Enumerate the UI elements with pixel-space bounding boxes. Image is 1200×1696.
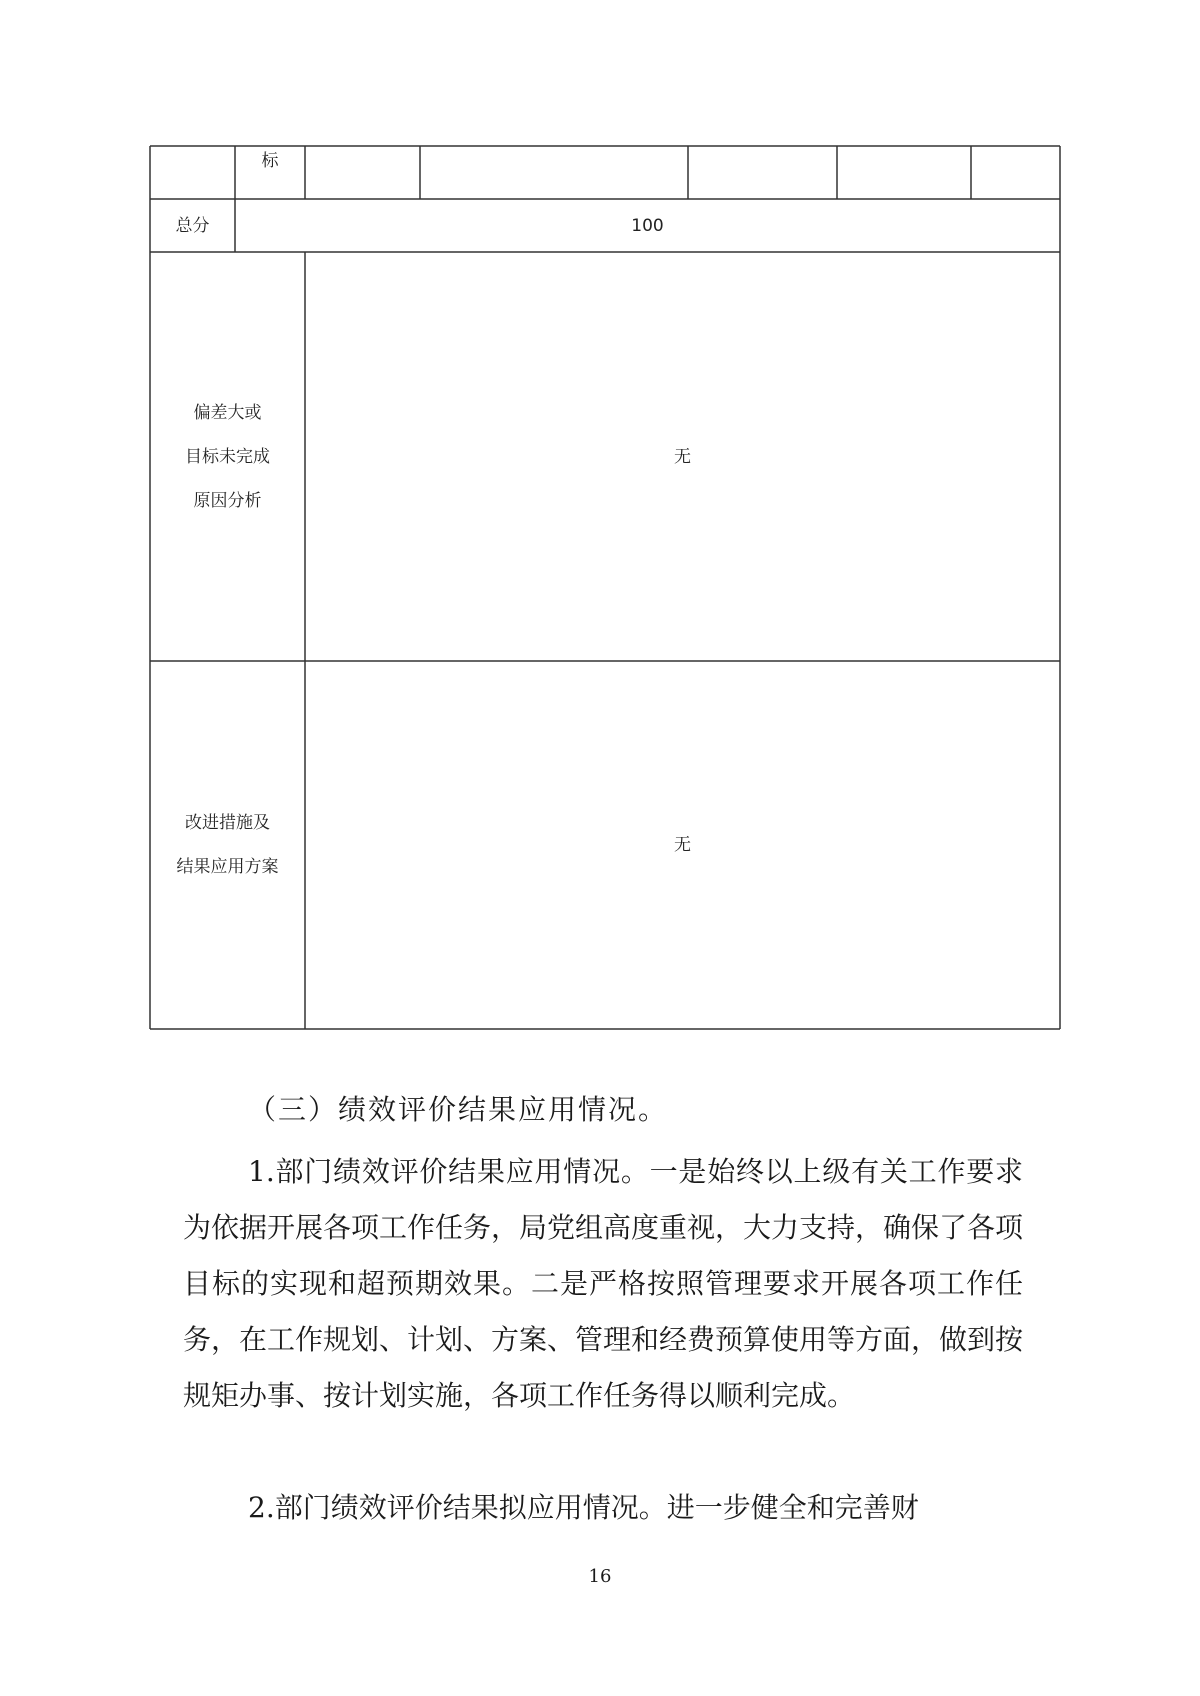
paragraph-1: 1.部门绩效评价结果应用情况。一是始终以上级有关工作要求为依据开展各项工作任务，局党组高度重视，大力支持，确保了各项目标的实现和超预期效果。二是严格按照管理要求开展各项工作任务，在工作规划、计划、方案、管理和经费预算使用等方面，做到按规矩办事、按计划实施，各项工作任务得以顺利完成。 (183, 1155, 1024, 1412)
improvement-label-line: 改进措施及 (185, 813, 270, 833)
deviation-label-line: 目标未完成 (185, 446, 270, 467)
deviation-label-line: 偏差大或 (193, 402, 262, 423)
paragraph-2: 2.部门绩效评价结果拟应用情况。进一步健全和完善财 (248, 1491, 919, 1524)
total-score-value: 100 (631, 215, 664, 236)
table-cell-fragment: 标 (261, 151, 279, 171)
improvement-plan-value: 无 (674, 835, 691, 855)
improvement-label-line: 结果应用方案 (176, 857, 279, 877)
section-heading: （三）绩效评价结果应用情况。 (248, 1093, 669, 1126)
total-score-label: 总分 (175, 215, 210, 236)
deviation-analysis-value: 无 (674, 446, 691, 467)
improvement-plan-label (150, 661, 305, 1029)
deviation-analysis-label (150, 252, 305, 661)
deviation-label-line: 原因分析 (193, 490, 262, 511)
page-number: 16 (588, 1566, 612, 1587)
